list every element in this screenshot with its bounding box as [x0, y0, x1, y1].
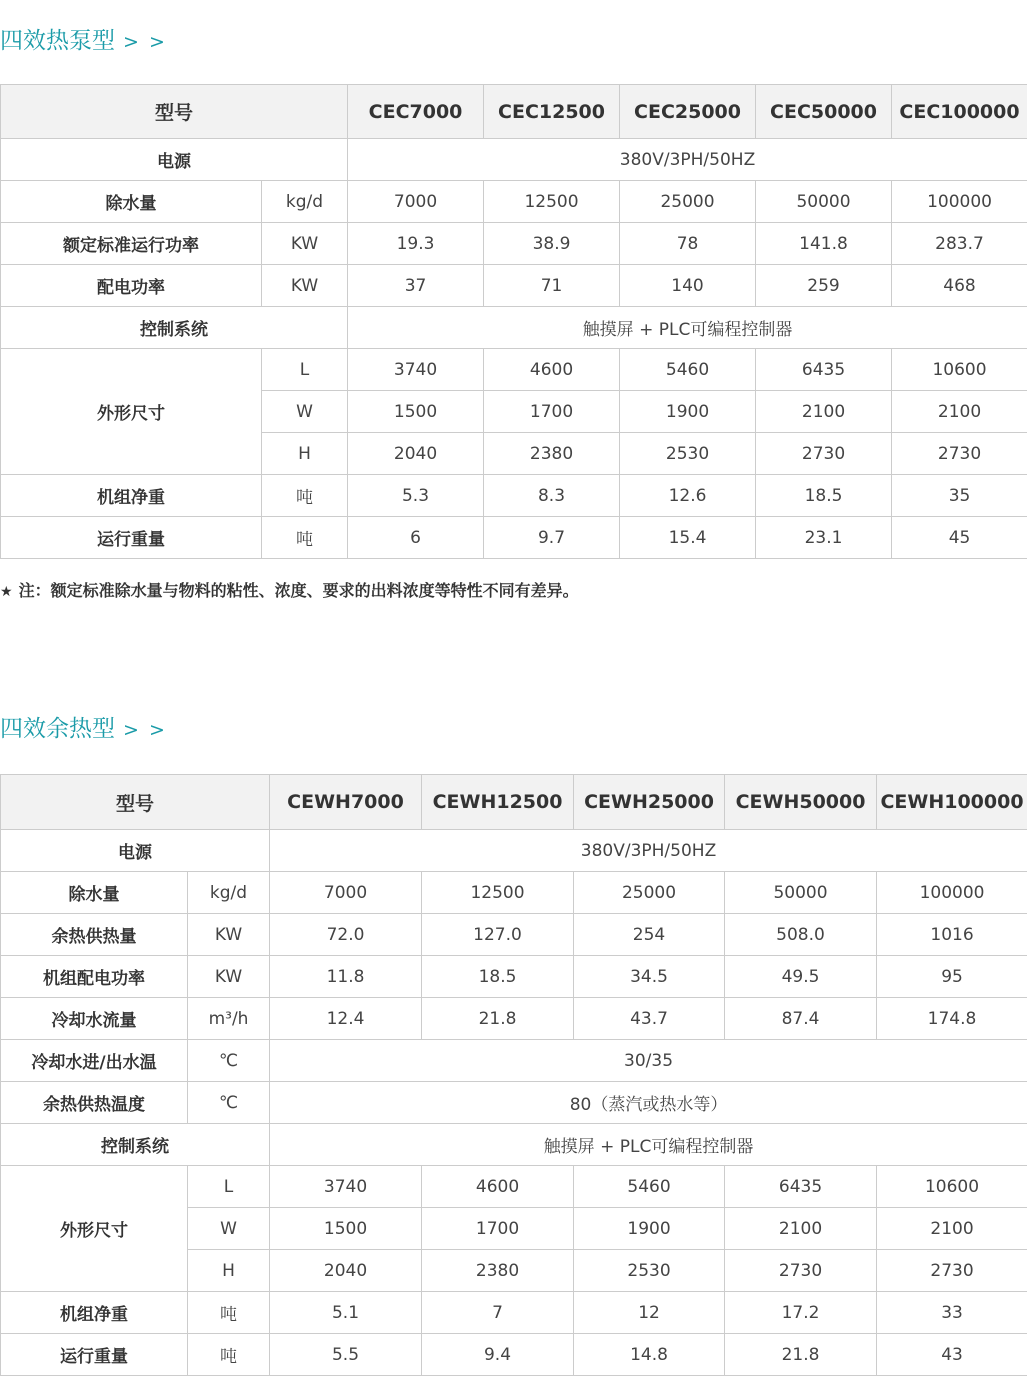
table-cell: 50000: [725, 872, 877, 914]
table-cell: 10600: [877, 1166, 1027, 1208]
row-unit: H: [188, 1250, 270, 1292]
row-unit: KW: [262, 223, 348, 265]
row-label: 余热供热量: [1, 914, 188, 956]
table-cell: 5.5: [270, 1334, 422, 1376]
table-cell: 2100: [892, 391, 1027, 433]
row-unit: W: [188, 1208, 270, 1250]
row-label: 控制系统: [1, 1124, 270, 1166]
row-unit: L: [188, 1166, 270, 1208]
row-label: 控制系统: [1, 307, 348, 349]
table-cell: 7000: [348, 181, 484, 223]
row-label: 运行重量: [1, 517, 262, 559]
row-label: 除水量: [1, 872, 188, 914]
table-cell: 100000: [892, 181, 1027, 223]
table-cell: 7: [422, 1292, 574, 1334]
table-cell: 2380: [422, 1250, 574, 1292]
row-unit: W: [262, 391, 348, 433]
table-cell: 72.0: [270, 914, 422, 956]
table-cell: 37: [348, 265, 484, 307]
row-unit: 吨: [262, 517, 348, 559]
table-cell: 468: [892, 265, 1027, 307]
row-label: 外形尺寸: [1, 1166, 188, 1292]
table-cell: 12: [574, 1292, 725, 1334]
table-cell: 5.3: [348, 475, 484, 517]
row-label: 余热供热温度: [1, 1082, 188, 1124]
spanned-value: 触摸屏 + PLC可编程控制器: [348, 307, 1027, 349]
table-cell: 50000: [756, 181, 892, 223]
table-header-row: [1, 85, 1027, 139]
row-label: 电源: [1, 830, 270, 872]
table-cell: 1700: [422, 1208, 574, 1250]
table-cell: 25000: [574, 872, 725, 914]
row-label: 除水量: [1, 181, 262, 223]
table-cell: 1500: [348, 391, 484, 433]
table-cell: 2730: [877, 1250, 1027, 1292]
row-unit: H: [262, 433, 348, 475]
footnote: [0, 579, 579, 604]
model-header: CEWH25000: [574, 775, 725, 830]
table-row: [1, 914, 1027, 956]
table-cell: 49.5: [725, 956, 877, 998]
row-label: 冷却水进/出水温: [1, 1040, 188, 1082]
table-row: [1, 223, 1027, 265]
section2-arrows: > >: [123, 719, 167, 741]
table-row: [1, 181, 1027, 223]
spanned-value: 触摸屏 + PLC可编程控制器: [270, 1124, 1027, 1166]
table-row: [1, 1166, 1027, 1208]
row-unit: kg/d: [188, 872, 270, 914]
table-cell: 1700: [484, 391, 620, 433]
model-header: CEC50000: [756, 85, 892, 139]
model-header-label: 型号: [1, 85, 348, 139]
table-cell: 17.2: [725, 1292, 877, 1334]
row-unit: L: [262, 349, 348, 391]
row-label: 配电功率: [1, 265, 262, 307]
table-cell: 71: [484, 265, 620, 307]
table-cell: 100000: [877, 872, 1027, 914]
table-cell: 8.3: [484, 475, 620, 517]
row-unit: kg/d: [262, 181, 348, 223]
table-cell: 35: [892, 475, 1027, 517]
table-row: [1, 1082, 1027, 1124]
row-label: 机组净重: [1, 475, 262, 517]
table-cell: 12.6: [620, 475, 756, 517]
table-cell: 127.0: [422, 914, 574, 956]
table-cell: 5460: [620, 349, 756, 391]
table-cell: 9.7: [484, 517, 620, 559]
section1-title-text: 四效热泵型: [0, 28, 115, 54]
row-unit: m³/h: [188, 998, 270, 1040]
table-cell: 11.8: [270, 956, 422, 998]
table-cell: 43.7: [574, 998, 725, 1040]
table-cell: 87.4: [725, 998, 877, 1040]
spanned-value: 380V/3PH/50HZ: [348, 139, 1027, 181]
model-header-label: 型号: [1, 775, 270, 830]
row-unit: 吨: [262, 475, 348, 517]
row-label: 机组配电功率: [1, 956, 188, 998]
footnote-text: 注：额定标准除水量与物料的粘性、浓度、要求的出料浓度等特性不同有差异。: [18, 581, 579, 600]
table-cell: 140: [620, 265, 756, 307]
section1-arrows: > >: [123, 31, 167, 53]
row-unit: 吨: [188, 1292, 270, 1334]
table-row: [1, 349, 1027, 391]
table-cell: 2530: [620, 433, 756, 475]
table-cell: 34.5: [574, 956, 725, 998]
table-cell: 45: [892, 517, 1027, 559]
row-label: 外形尺寸: [1, 349, 262, 475]
table-cell: 9.4: [422, 1334, 574, 1376]
row-unit: KW: [188, 956, 270, 998]
table-cell: 2100: [877, 1208, 1027, 1250]
table-cell: 19.3: [348, 223, 484, 265]
table-row: [1, 830, 1027, 872]
table-cell: 23.1: [756, 517, 892, 559]
table-row: [1, 1124, 1027, 1166]
model-header: CEC25000: [620, 85, 756, 139]
table-cell: 2040: [270, 1250, 422, 1292]
table-cell: 6435: [725, 1166, 877, 1208]
table-cell: 3740: [270, 1166, 422, 1208]
table-cell: 25000: [620, 181, 756, 223]
table-cell: 2100: [756, 391, 892, 433]
table-row: [1, 872, 1027, 914]
heat-pump-spec-table: [0, 84, 1027, 559]
table-cell: 12500: [484, 181, 620, 223]
table-row: [1, 139, 1027, 181]
model-header: CEC100000: [892, 85, 1027, 139]
model-header: CEWH7000: [270, 775, 422, 830]
model-header: CEWH50000: [725, 775, 877, 830]
table-cell: 6: [348, 517, 484, 559]
table-cell: 21.8: [422, 998, 574, 1040]
table-cell: 10600: [892, 349, 1027, 391]
table-row: [1, 998, 1027, 1040]
table-cell: 7000: [270, 872, 422, 914]
table-cell: 33: [877, 1292, 1027, 1334]
table-cell: 2100: [725, 1208, 877, 1250]
table-cell: 18.5: [756, 475, 892, 517]
table-cell: 508.0: [725, 914, 877, 956]
table-row: [1, 1040, 1027, 1082]
table-cell: 78: [620, 223, 756, 265]
table-cell: 2040: [348, 433, 484, 475]
table-cell: 254: [574, 914, 725, 956]
star-icon: ★: [0, 584, 13, 600]
table-cell: 12500: [422, 872, 574, 914]
table-row: [1, 307, 1027, 349]
row-unit: KW: [262, 265, 348, 307]
table-cell: 2730: [892, 433, 1027, 475]
spanned-value: 380V/3PH/50HZ: [270, 830, 1027, 872]
table-cell: 1900: [574, 1208, 725, 1250]
table-cell: 1900: [620, 391, 756, 433]
table-cell: 174.8: [877, 998, 1027, 1040]
table-row: [1, 956, 1027, 998]
section2-title-text: 四效余热型: [0, 716, 115, 742]
table-cell: 43: [877, 1334, 1027, 1376]
table-row: [1, 475, 1027, 517]
row-unit: ℃: [188, 1040, 270, 1082]
table-cell: 1500: [270, 1208, 422, 1250]
table-cell: 5460: [574, 1166, 725, 1208]
table-cell: 283.7: [892, 223, 1027, 265]
table-header-row: [1, 775, 1027, 830]
row-label: 运行重量: [1, 1334, 188, 1376]
table-cell: 15.4: [620, 517, 756, 559]
table-cell: 12.4: [270, 998, 422, 1040]
spanned-value: 80（蒸汽或热水等）: [270, 1082, 1027, 1124]
table-cell: 259: [756, 265, 892, 307]
table-row: [1, 265, 1027, 307]
table-row: [1, 517, 1027, 559]
row-label: 电源: [1, 139, 348, 181]
table-cell: 2380: [484, 433, 620, 475]
model-header: CEWH100000: [877, 775, 1027, 830]
table-cell: 5.1: [270, 1292, 422, 1334]
table-cell: 38.9: [484, 223, 620, 265]
table-cell: 4600: [484, 349, 620, 391]
row-label: 冷却水流量: [1, 998, 188, 1040]
table-cell: 3740: [348, 349, 484, 391]
row-unit: ℃: [188, 1082, 270, 1124]
table-row: [1, 1292, 1027, 1334]
row-unit: 吨: [188, 1334, 270, 1376]
section2-title: [0, 714, 167, 745]
table-cell: 2530: [574, 1250, 725, 1292]
table-cell: 2730: [756, 433, 892, 475]
model-header: CEC7000: [348, 85, 484, 139]
row-label: 机组净重: [1, 1292, 188, 1334]
table-cell: 1016: [877, 914, 1027, 956]
row-unit: KW: [188, 914, 270, 956]
table-cell: 2730: [725, 1250, 877, 1292]
table-cell: 141.8: [756, 223, 892, 265]
table-cell: 6435: [756, 349, 892, 391]
table-cell: 95: [877, 956, 1027, 998]
table-row: [1, 1334, 1027, 1376]
waste-heat-spec-table: [0, 774, 1027, 1376]
row-label: 额定标准运行功率: [1, 223, 262, 265]
table-cell: 14.8: [574, 1334, 725, 1376]
table-cell: 18.5: [422, 956, 574, 998]
section1-title: [0, 26, 167, 57]
table-cell: 4600: [422, 1166, 574, 1208]
model-header: CEC12500: [484, 85, 620, 139]
model-header: CEWH12500: [422, 775, 574, 830]
table-cell: 21.8: [725, 1334, 877, 1376]
spanned-value: 30/35: [270, 1040, 1027, 1082]
